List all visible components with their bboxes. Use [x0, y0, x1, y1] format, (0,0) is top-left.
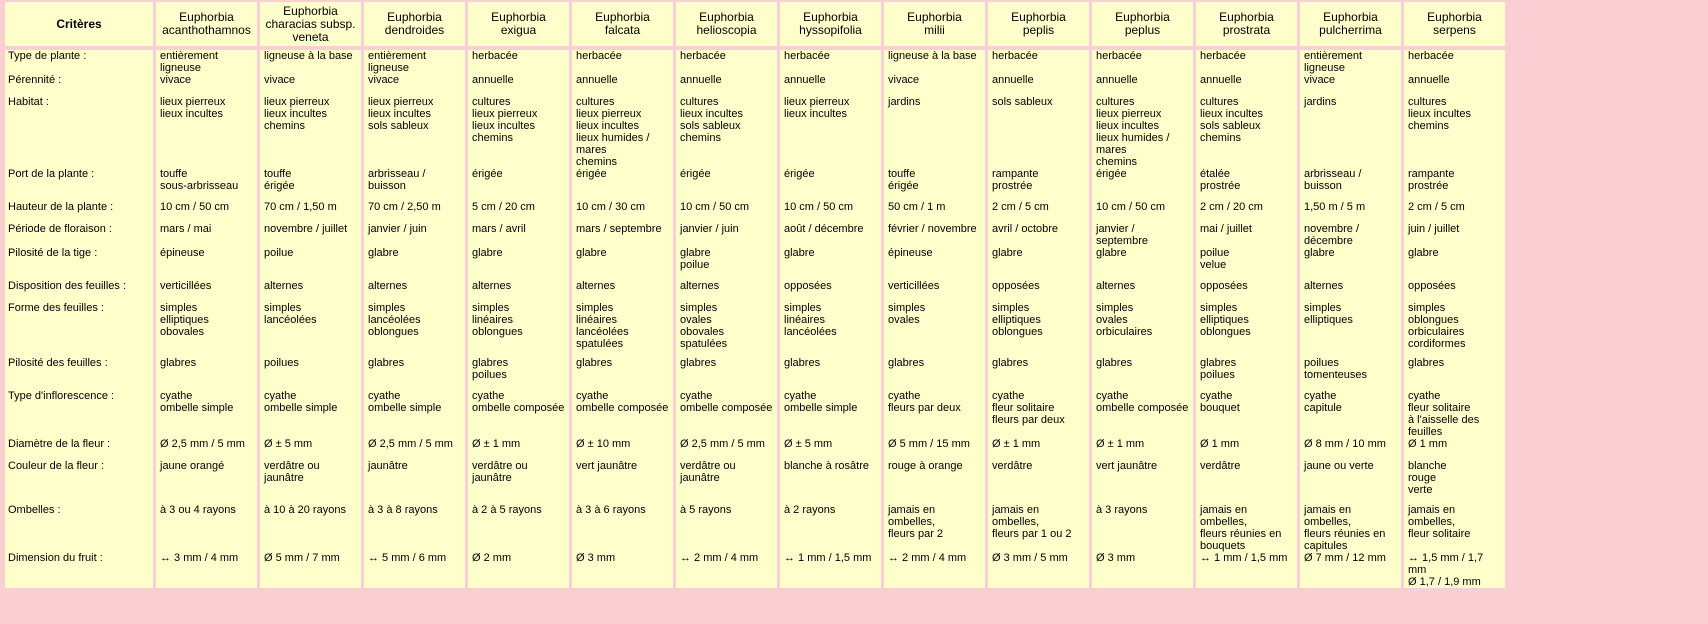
table-cell: 70 cm / 1,50 m [260, 201, 361, 223]
table-cell: blanche rouge verte [1404, 460, 1505, 504]
table-cell: poilues [260, 357, 361, 390]
table-cell: annuelle [988, 74, 1089, 96]
table-cell: blanche à rosâtre [780, 460, 881, 504]
table-cell: touffe érigée [884, 168, 985, 201]
table-cell: annuelle [1092, 74, 1193, 96]
criterion-label: Type de plante : [5, 50, 153, 74]
criterion-label: Pilosité de la tige : [5, 247, 153, 280]
criterion-label: Port de la plante : [5, 168, 153, 201]
table-cell: Ø 5 mm / 15 mm [884, 438, 985, 460]
table-cell: arbrisseau / buisson [1300, 168, 1401, 201]
table-cell: cultures lieux pierreux lieux incultes lieux humides / mares chemins [1092, 96, 1193, 168]
table-cell: Ø 8 mm / 10 mm [1300, 438, 1401, 460]
table-cell: novembre / décembre [1300, 223, 1401, 247]
table-cell: glabre poilue [676, 247, 777, 280]
table-cell: annuelle [468, 74, 569, 96]
table-cell: vert jaunâtre [572, 460, 673, 504]
table-cell: cultures lieux incultes sols sableux chemins [676, 96, 777, 168]
table-cell: janvier / septembre [1092, 223, 1193, 247]
table-cell: simples linéaires lancéolées spatulées [572, 302, 673, 357]
table-cell: 50 cm / 1 m [884, 201, 985, 223]
table-cell: simples elliptiques obovales [156, 302, 257, 357]
table-cell: poilue velue [1196, 247, 1297, 280]
table-cell: rampante prostrée [988, 168, 1089, 201]
table-cell: ligneuse à la base [884, 50, 985, 74]
criterion-row [5, 390, 1505, 438]
table-cell: lieux pierreux lieux incultes chemins [260, 96, 361, 168]
table-cell: 10 cm / 50 cm [676, 201, 777, 223]
table-cell: jamais en ombelles, fleur solitaire [1404, 504, 1505, 552]
table-cell: Ø ± 5 mm [260, 438, 361, 460]
table-cell: à 3 rayons [1092, 504, 1193, 552]
table-cell: érigée [572, 168, 673, 201]
table-cell: glabres [572, 357, 673, 390]
table-cell: jaune ou verte [1300, 460, 1401, 504]
criterion-row [5, 168, 1505, 201]
table-cell: 10 cm / 50 cm [1092, 201, 1193, 223]
table-cell: herbacée [676, 50, 777, 74]
table-cell: verdâtre [1196, 460, 1297, 504]
criterion-row [5, 504, 1505, 552]
table-cell: Ø ± 1 mm [1092, 438, 1193, 460]
table-cell: 10 cm / 50 cm [780, 201, 881, 223]
table-cell: érigée [780, 168, 881, 201]
table-cell: à 3 à 8 rayons [364, 504, 465, 552]
table-cell: glabre [1092, 247, 1193, 280]
species-header: Euphorbia falcata [572, 2, 673, 46]
criterion-label: Période de floraison : [5, 223, 153, 247]
table-cell: Ø 1 mm [1196, 438, 1297, 460]
table-cell: glabres [884, 357, 985, 390]
table-cell: ↔ 1 mm / 1,5 mm [1196, 552, 1297, 588]
table-cell: jamais en ombelles, fleurs réunies en capitules [1300, 504, 1401, 552]
criterion-label: Type d'inflorescence : [5, 390, 153, 438]
table-cell: mars / mai [156, 223, 257, 247]
table-cell: août / décembre [780, 223, 881, 247]
criterion-label: Forme des feuilles : [5, 302, 153, 357]
table-cell: 2 cm / 5 cm [988, 201, 1089, 223]
table-cell: à 2 rayons [780, 504, 881, 552]
table-cell: à 2 à 5 rayons [468, 504, 569, 552]
table-cell: sols sableux [988, 96, 1089, 168]
table-cell: ↔ 2 mm / 4 mm [884, 552, 985, 588]
species-header: Euphorbia peplis [988, 2, 1089, 46]
criterion-label: Disposition des feuilles : [5, 280, 153, 302]
table-cell: entièrement ligneuse [1300, 50, 1401, 74]
table-cell: cultures lieux incultes sols sableux chemins [1196, 96, 1297, 168]
criterion-row [5, 74, 1505, 96]
species-header: Euphorbia peplus [1092, 2, 1193, 46]
table-cell: alternes [468, 280, 569, 302]
table-cell: entièrement ligneuse [156, 50, 257, 74]
table-cell: vert jaunâtre [1092, 460, 1193, 504]
table-cell: mars / avril [468, 223, 569, 247]
criterion-row [5, 96, 1505, 168]
criterion-label: Diamètre de la fleur : [5, 438, 153, 460]
table-cell: ↔ 5 mm / 6 mm [364, 552, 465, 588]
criterion-row [5, 223, 1505, 247]
table-cell: Ø 1 mm [1404, 438, 1505, 460]
table-cell: cyathe ombelle composée [1092, 390, 1193, 438]
species-header: Euphorbia hyssopifolia [780, 2, 881, 46]
table-cell: annuelle [1404, 74, 1505, 96]
table-cell: vivace [364, 74, 465, 96]
table-cell: verticillées [156, 280, 257, 302]
table-cell: arbrisseau / buisson [364, 168, 465, 201]
table-cell: lieux pierreux lieux incultes [780, 96, 881, 168]
species-header: Euphorbia pulcherrima [1300, 2, 1401, 46]
table-cell: alternes [364, 280, 465, 302]
table-cell: Ø 2,5 mm / 5 mm [156, 438, 257, 460]
table-cell: à 5 rayons [676, 504, 777, 552]
table-cell: annuelle [780, 74, 881, 96]
table-cell: glabres [780, 357, 881, 390]
table-cell: verticillées [884, 280, 985, 302]
table-cell: avril / octobre [988, 223, 1089, 247]
table-cell: glabres [156, 357, 257, 390]
species-header: Euphorbia acanthothamnos [156, 2, 257, 46]
table-cell: entièrement ligneuse [364, 50, 465, 74]
table-cell: Ø 3 mm / 5 mm [988, 552, 1089, 588]
table-cell: vivace [260, 74, 361, 96]
table-cell: glabre [780, 247, 881, 280]
table-cell: alternes [260, 280, 361, 302]
table-cell: annuelle [1196, 74, 1297, 96]
table-cell: Ø ± 5 mm [780, 438, 881, 460]
table-cell: cyathe bouquet [1196, 390, 1297, 438]
table-cell: cultures lieux incultes chemins [1404, 96, 1505, 168]
table-cell: 5 cm / 20 cm [468, 201, 569, 223]
table-cell: rouge à orange [884, 460, 985, 504]
table-cell: glabres [1092, 357, 1193, 390]
table-cell: opposées [1404, 280, 1505, 302]
table-cell: simples ovales obovales spatulées [676, 302, 777, 357]
table-cell: glabres [364, 357, 465, 390]
table-cell: Ø ± 1 mm [988, 438, 1089, 460]
table-cell: poilue [260, 247, 361, 280]
table-cell: Ø 2 mm [468, 552, 569, 588]
table-cell: ↔ 2 mm / 4 mm [676, 552, 777, 588]
criterion-label: Pérennité : [5, 74, 153, 96]
table-cell: vivace [156, 74, 257, 96]
table-cell: jaune orangé [156, 460, 257, 504]
table-cell: mars / septembre [572, 223, 673, 247]
criterion-row [5, 302, 1505, 357]
table-cell: cyathe ombelle simple [156, 390, 257, 438]
table-cell: cyathe ombelle composée [572, 390, 673, 438]
table-cell: simples ovales orbiculaires [1092, 302, 1193, 357]
criterion-row [5, 50, 1505, 74]
table-cell: à 3 ou 4 rayons [156, 504, 257, 552]
table-cell: ligneuse à la base [260, 50, 361, 74]
table-cell: jamais en ombelles, fleurs par 2 [884, 504, 985, 552]
species-header: Euphorbia exigua [468, 2, 569, 46]
criterion-row [5, 201, 1505, 223]
table-cell: à 3 à 6 rayons [572, 504, 673, 552]
table-cell: Ø ± 1 mm [468, 438, 569, 460]
table-cell: érigée [468, 168, 569, 201]
table-cell: 70 cm / 2,50 m [364, 201, 465, 223]
table-cell: Ø 2,5 mm / 5 mm [676, 438, 777, 460]
table-cell: simples elliptiques [1300, 302, 1401, 357]
table-cell: glabre [364, 247, 465, 280]
table-cell: glabre [468, 247, 569, 280]
table-cell: Ø 3 mm [1092, 552, 1193, 588]
table-cell: glabres poilues [1196, 357, 1297, 390]
table-cell: verdâtre ou jaunâtre [468, 460, 569, 504]
table-cell: ↔ 3 mm / 4 mm [156, 552, 257, 588]
table-cell: vivace [1300, 74, 1401, 96]
table-cell: cyathe fleurs par deux [884, 390, 985, 438]
table-cell: glabre [1404, 247, 1505, 280]
table-cell: touffe érigée [260, 168, 361, 201]
table-cell: herbacée [988, 50, 1089, 74]
table-cell: Ø 5 mm / 7 mm [260, 552, 361, 588]
criterion-row [5, 247, 1505, 280]
table-cell: 10 cm / 30 cm [572, 201, 673, 223]
table-cell: cyathe capitule [1300, 390, 1401, 438]
table-cell: touffe sous-arbrisseau [156, 168, 257, 201]
table-cell: cyathe ombelle simple [260, 390, 361, 438]
table-cell: cyathe ombelle composée [676, 390, 777, 438]
table-cell: opposées [780, 280, 881, 302]
table-cell: rampante prostrée [1404, 168, 1505, 201]
species-header: Euphorbia prostrata [1196, 2, 1297, 46]
criterion-row [5, 438, 1505, 460]
table-cell: simples ovales [884, 302, 985, 357]
table-cell: jaunâtre [364, 460, 465, 504]
table-cell: simples linéaires lancéolées [780, 302, 881, 357]
table-cell: jamais en ombelles, fleurs réunies en bouquets [1196, 504, 1297, 552]
table-cell: Ø 2,5 mm / 5 mm [364, 438, 465, 460]
table-cell: annuelle [676, 74, 777, 96]
table-cell: glabres [1404, 357, 1505, 390]
table-cell: herbacée [468, 50, 569, 74]
table-cell: ↔ 1 mm / 1,5 mm [780, 552, 881, 588]
table-cell: simples elliptiques oblongues [988, 302, 1089, 357]
table-cell: épineuse [884, 247, 985, 280]
criterion-label: Habitat : [5, 96, 153, 168]
table-cell: cyathe fleur solitaire fleurs par deux [988, 390, 1089, 438]
table-cell: 10 cm / 50 cm [156, 201, 257, 223]
table-cell: herbacée [1404, 50, 1505, 74]
species-header: Euphorbia serpens [1404, 2, 1505, 46]
table-cell: simples lancéolées oblongues [364, 302, 465, 357]
table-cell: simples oblongues orbiculaires cordiformes [1404, 302, 1505, 357]
table-cell: février / novembre [884, 223, 985, 247]
criterion-label: Pilosité des feuilles : [5, 357, 153, 390]
table-cell: opposées [988, 280, 1089, 302]
table-cell: jamais en ombelles, fleurs par 1 ou 2 [988, 504, 1089, 552]
table-cell: épineuse [156, 247, 257, 280]
table-cell: alternes [1092, 280, 1193, 302]
table-cell: herbacée [780, 50, 881, 74]
table-cell: janvier / juin [676, 223, 777, 247]
criteria-header: Critères [5, 2, 153, 46]
species-header: Euphorbia dendroides [364, 2, 465, 46]
table-cell: simples elliptiques oblongues [1196, 302, 1297, 357]
criterion-row [5, 552, 1505, 588]
species-header: Euphorbia milii [884, 2, 985, 46]
table-cell: mai / juillet [1196, 223, 1297, 247]
criterion-row [5, 280, 1505, 302]
table-cell: verdâtre [988, 460, 1089, 504]
criterion-label: Hauteur de la plante : [5, 201, 153, 223]
table-cell: glabres [676, 357, 777, 390]
table-cell: 1,50 m / 5 m [1300, 201, 1401, 223]
table-cell: à 10 à 20 rayons [260, 504, 361, 552]
table-cell: jardins [1300, 96, 1401, 168]
table-cell: Ø 7 mm / 12 mm [1300, 552, 1401, 588]
table-cell: annuelle [572, 74, 673, 96]
table-cell: herbacée [1196, 50, 1297, 74]
table-cell: simples lancéolées [260, 302, 361, 357]
criterion-row [5, 460, 1505, 504]
table-cell: 2 cm / 20 cm [1196, 201, 1297, 223]
table-cell: cultures lieux pierreux lieux incultes chemins [468, 96, 569, 168]
table-cell: ↔ 1,5 mm / 1,7 mm Ø 1,7 / 1,9 mm [1404, 552, 1505, 588]
table-cell: cyathe fleur solitaire à l'aisselle des feuilles [1404, 390, 1505, 438]
table-cell: glabre [988, 247, 1089, 280]
table-cell: verdâtre ou jaunâtre [260, 460, 361, 504]
table-cell: Ø 3 mm [572, 552, 673, 588]
criterion-label: Couleur de la fleur : [5, 460, 153, 504]
table-cell: glabres [988, 357, 1089, 390]
species-header: Euphorbia characias subsp. veneta [260, 2, 361, 46]
table-cell: cyathe ombelle simple [780, 390, 881, 438]
table-cell: janvier / juin [364, 223, 465, 247]
table-cell: novembre / juillet [260, 223, 361, 247]
table-cell: glabres poilues [468, 357, 569, 390]
table-cell: opposées [1196, 280, 1297, 302]
table-cell: glabre [1300, 247, 1401, 280]
table-cell: alternes [572, 280, 673, 302]
table-cell: alternes [1300, 280, 1401, 302]
table-cell: érigée [1092, 168, 1193, 201]
criterion-row [5, 357, 1505, 390]
criterion-label: Dimension du fruit : [5, 552, 153, 588]
table-cell: Ø ± 10 mm [572, 438, 673, 460]
table-cell: cultures lieux pierreux lieux incultes lieux humides / mares chemins [572, 96, 673, 168]
species-header: Euphorbia helioscopia [676, 2, 777, 46]
table-cell: herbacée [1092, 50, 1193, 74]
table-cell: cyathe ombelle composée [468, 390, 569, 438]
table-cell: étalée prostrée [1196, 168, 1297, 201]
table-cell: lieux pierreux lieux incultes [156, 96, 257, 168]
table-cell: érigée [676, 168, 777, 201]
table-cell: lieux pierreux lieux incultes sols sableux [364, 96, 465, 168]
table-cell: verdâtre ou jaunâtre [676, 460, 777, 504]
table-cell: herbacée [572, 50, 673, 74]
header-row [5, 2, 1505, 46]
table-cell: alternes [676, 280, 777, 302]
table-cell: 2 cm / 5 cm [1404, 201, 1505, 223]
table-cell: glabre [572, 247, 673, 280]
table-cell: jardins [884, 96, 985, 168]
table-cell: poilues tomenteuses [1300, 357, 1401, 390]
table-cell: simples linéaires oblongues [468, 302, 569, 357]
table-cell: cyathe ombelle simple [364, 390, 465, 438]
table-cell: vivace [884, 74, 985, 96]
table-cell: juin / juillet [1404, 223, 1505, 247]
criterion-label: Ombelles : [5, 504, 153, 552]
euphorbia-comparison-table [2, 2, 1508, 588]
